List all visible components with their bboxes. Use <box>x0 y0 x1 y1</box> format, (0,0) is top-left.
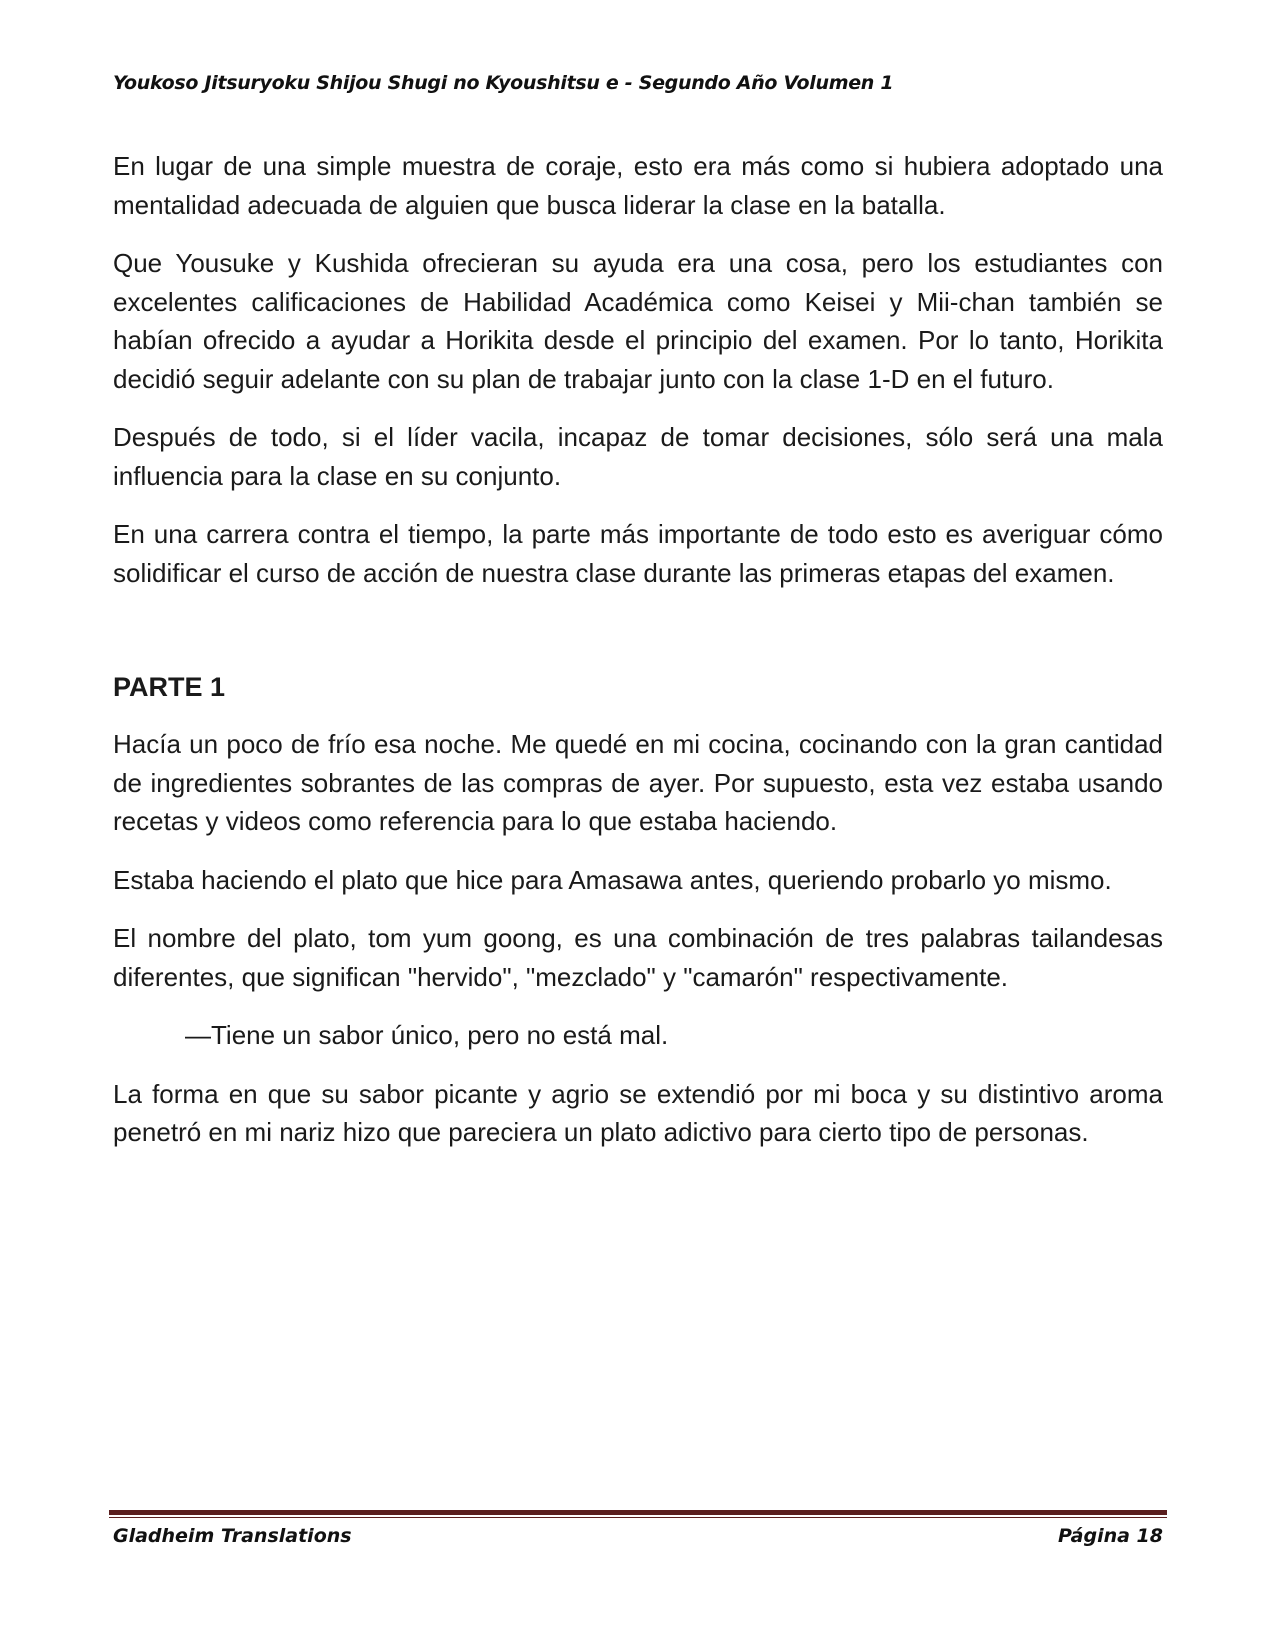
paragraph: La forma en que su sabor picante y agrio se extendió por mi boca y su distintivo aroma penetró en mi nariz hizo que pareciera un plato adictivo para cierto tipo de personas. <box>113 1078 1163 1147</box>
footer-rule-thin <box>109 1517 1167 1518</box>
paragraph: El nombre del plato, tom yum goong, es una combinación de tres palabras tailandesas diferentes, que significan "hervido", "mezclado" y "camarón" respectivamente. <box>113 923 1163 992</box>
paragraph: En una carrera contra el tiempo, la parte más importante de todo esto es averiguar cómo solidificar el curso de acción de nuestra clase durante las primeras etapas del examen. <box>113 519 1163 588</box>
dialogue-line: —Tiene un sabor único, pero no está mal. <box>185 1020 669 1050</box>
footer-rule <box>109 1510 1167 1518</box>
footer-rule-thick <box>109 1510 1167 1515</box>
section-title: PARTE 1 <box>113 672 226 702</box>
paragraph: En lugar de una simple muestra de coraje, esto era más como si hubiera adoptado una mentalidad adecuada de alguien que busca liderar la clase en la batalla. <box>113 151 1163 220</box>
footer-credit: Gladheim Translations <box>113 1525 352 1547</box>
paragraph: Hacía un poco de frío esa noche. Me quedé en mi cocina, cocinando con la gran cantidad de ingredientes sobrantes de las compras de ayer. Por supuesto, esta vez estaba usando recetas y videos como referencia para lo que estaba haciendo. <box>113 729 1163 836</box>
running-header: Youkoso Jitsuryoku Shijou Shugi no Kyoushitsu e - Segundo Año Volumen 1 <box>113 72 894 94</box>
paragraph: Después de todo, si el líder vacila, incapaz de tomar decisiones, sólo será una mala influencia para la clase en su conjunto. <box>113 422 1163 491</box>
paragraph: Que Yousuke y Kushida ofrecieran su ayuda era una cosa, pero los estudiantes con excelentes calificaciones de Habilidad Académica como Keisei y Mii-chan también se habían ofrecido a ayudar a Horikita desde el principio del examen. Por lo tanto, Horikita decidió seguir adelante con su plan de trabajar junto con la clase 1-D en el futuro. <box>113 248 1163 394</box>
page-body <box>113 147 1163 1172</box>
paragraph: Estaba haciendo el plato que hice para Amasawa antes, queriendo probarlo yo mismo. <box>113 864 1112 895</box>
page-number: Página 18 <box>1057 1525 1163 1547</box>
